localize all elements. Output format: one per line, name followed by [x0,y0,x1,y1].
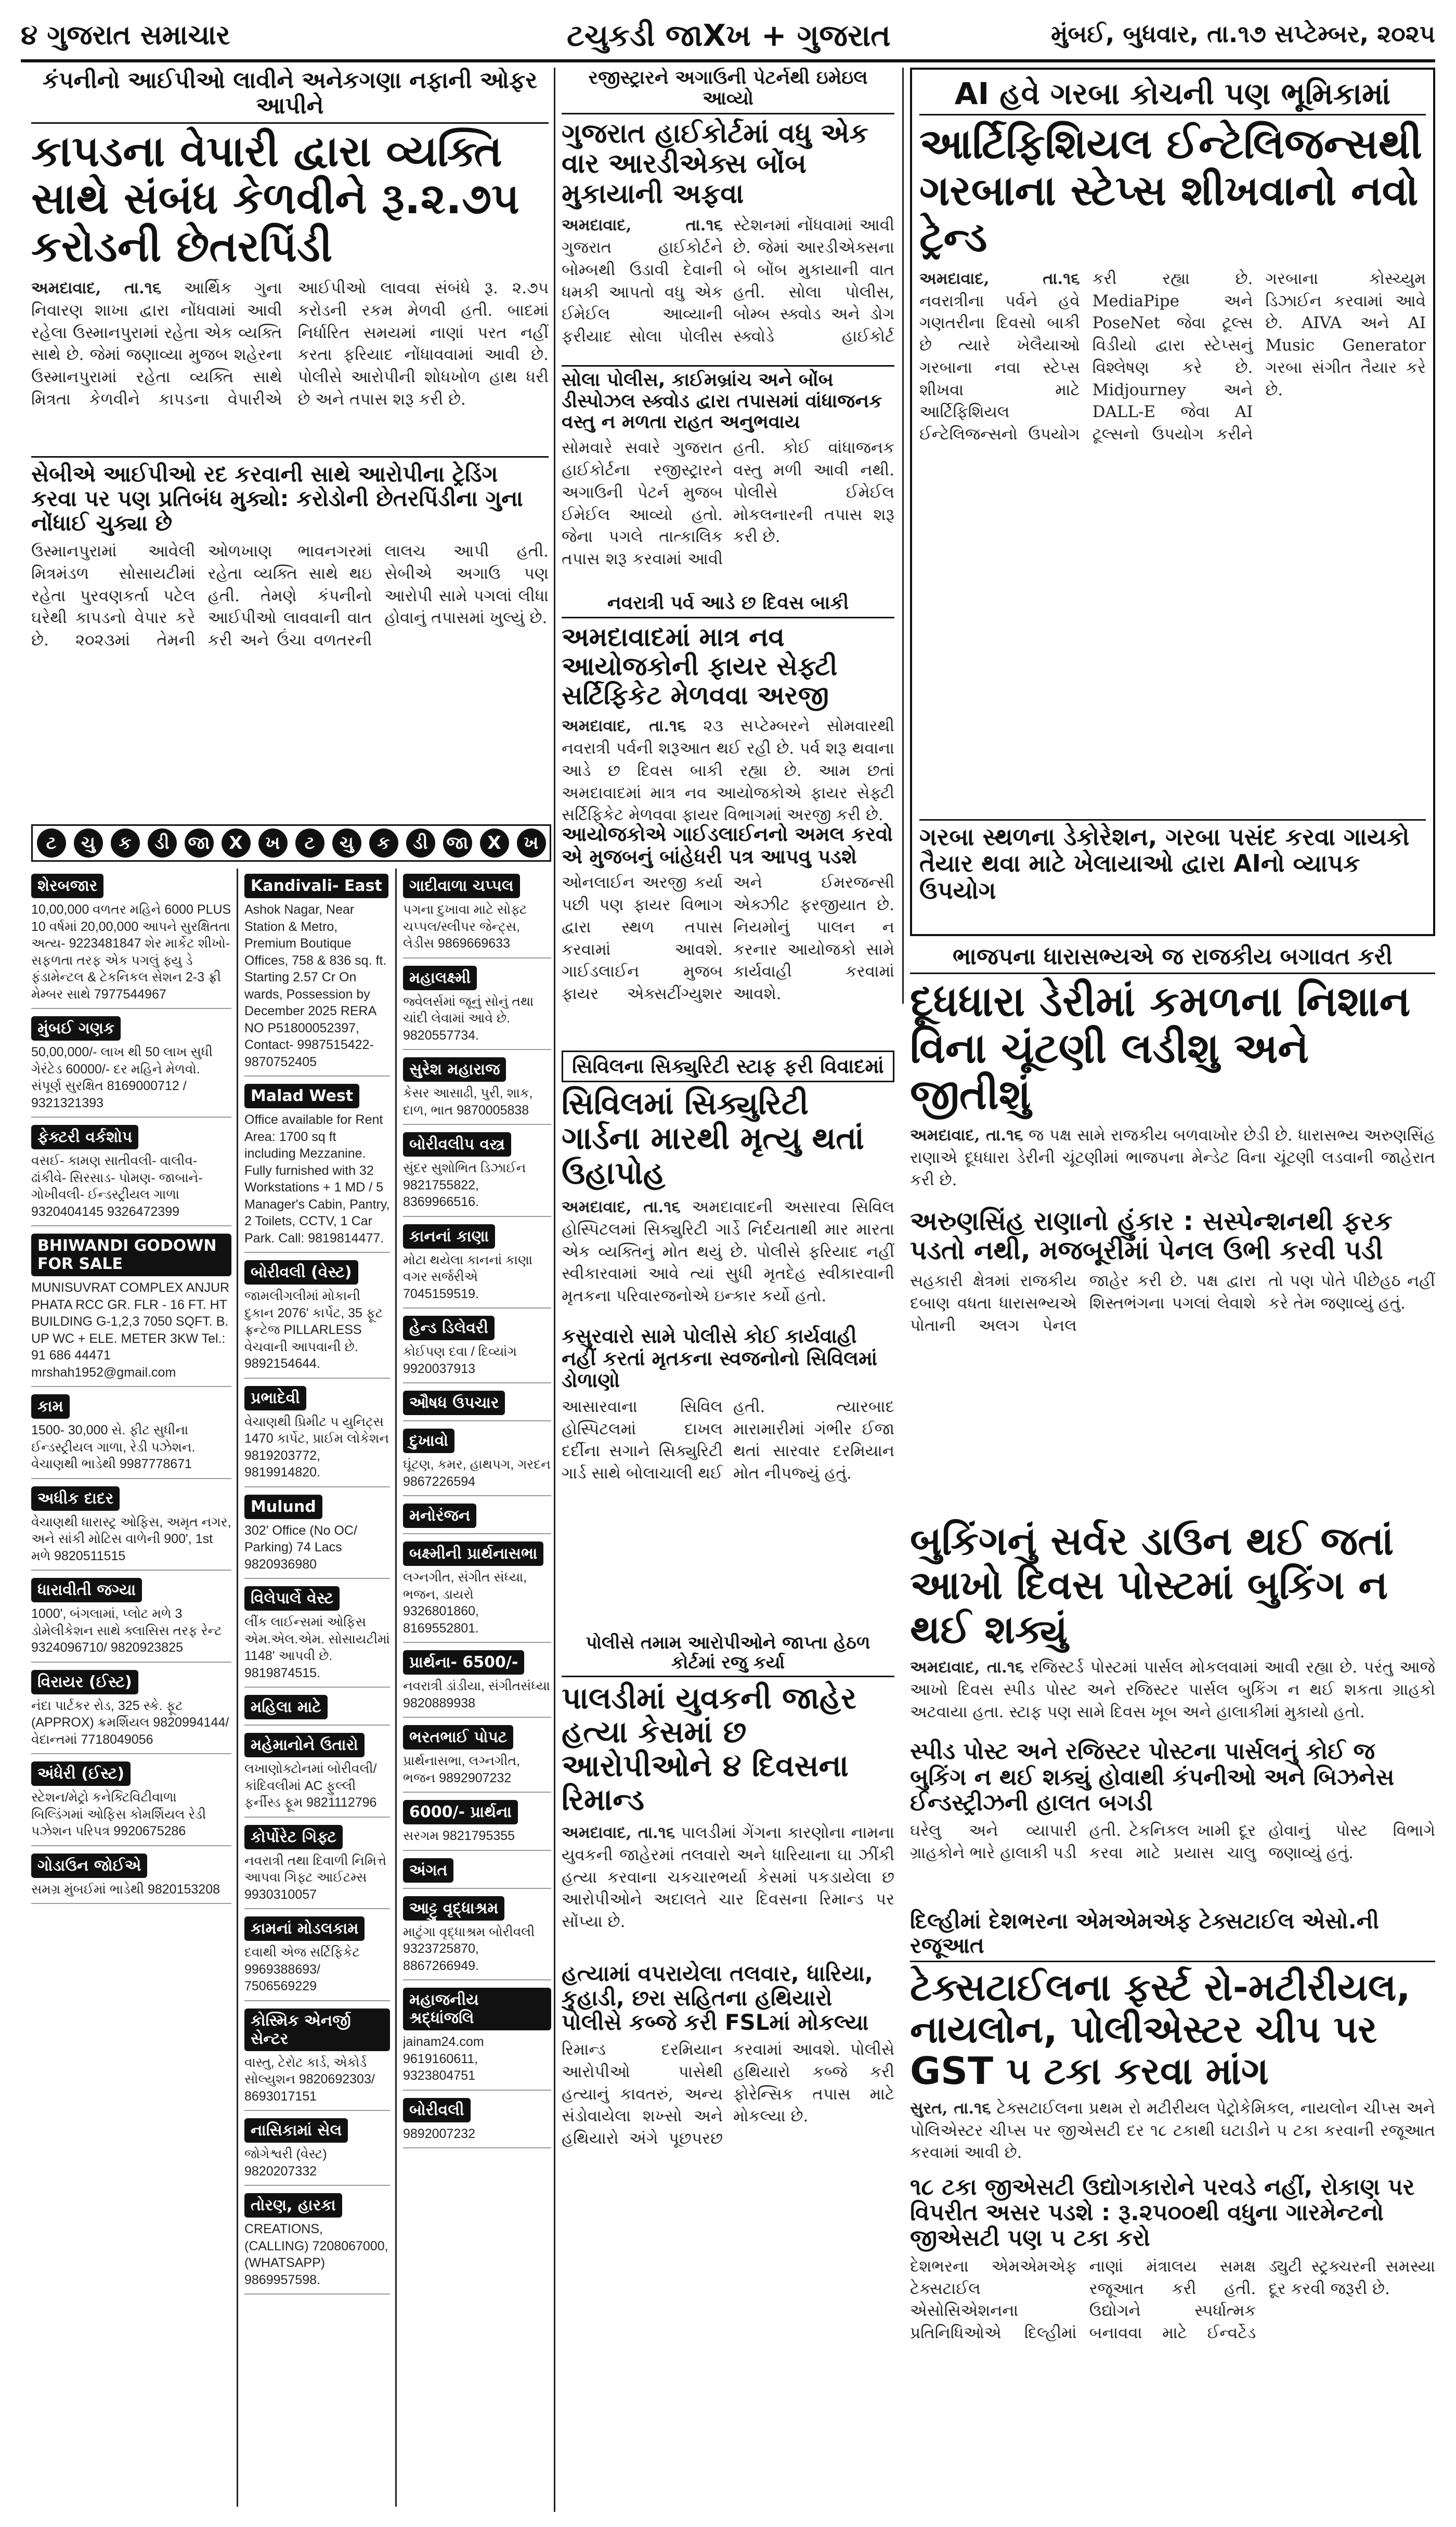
classified-ad [244,2193,390,2295]
column-rule [237,869,238,2507]
story-civil-security-guard [562,1051,894,1628]
story-navratri-fire-safety [562,593,894,1040]
classified-heading: હેન્ડ ડિલેવરી [403,1316,495,1340]
story-kicker: કંપનીનો આઈપીઓ લાવીને અનેકગણા નફાની ઓફર આપીને [31,68,549,124]
classified-text: jainam24.com 9619160611, 9323804751 [403,2034,484,2083]
classified-text: નંદા પાર્ટકર રોડ, 325 સ્કે. ફૂટ (APPROX) ક્રમર્શિયલ 9820994144/ વેદાન્તમાં 7718049056 [31,1698,229,1747]
story-body: અમદાવાદ, તા.૧૬ નવરાત્રીના પર્વને હવે ગણતરીના દિવસો બાકી છે ત્યારે ખેલૈયાઓ ગરબાના નવા સ્ટેપ્સ શીખવા માટે આર્ટિફિશિયલ ઈન્ટેલિજન્સનો ઉપયોગ કરી રહ્યા છે. MediaPipe અને PoseNet જેવા ટૂલ્સ વિડીયો દ્વારા સ્ટેપ્સનું વિશ્લેષણ કરે છે. Midjourney અને DALL-E જેવા AI ટૂલ્સનો ઉપયોગ કરીને ગરબાના કોસ્ચ્યુમ ડિઝાઈન કરવામાં આવે છે. AIVA અને AI Music Generator ગરબા સંગીત તૈયાર કરે છે. [919,269,1426,444]
classified-ad [244,1586,390,1688]
story-body: સુરત, તા.૧૬ ટેક્સટાઈલના પ્રથમ રો મટીરીયલ પેટ્રોકેમિકલ, નાયલોન ચીપ્સ અને પોલિએસ્ટર ચીપ્સ પર જીએસટી દર ૧૮ ટકાથી ઘટાડીને ૫ ટકા કરવાની રજૂઆત કરવામાં આવી છે. [910,2098,1435,2162]
classified-ad [244,1495,390,1579]
story-headline: ટેક્સટાઈલના ફર્સ્ટ રો-મટીરીયલ, નાયલોન, પોલીએસ્ટર ચીપ પર GST ૫ ટકા કરવા માંગ [910,1965,1411,2093]
story-kicker: સિવિલના સિક્યુરિટી સ્ટાફ ફરી વિવાદમાં [562,1051,894,1082]
story-subhead: આયોજકોએ ગાઈડલાઈનનો અમલ કરવો એ મુજબનું બાંહેધરી પત્ર આપવુ પડશે [562,823,893,868]
classified-text: 1000', બંગલામાં, પ્લોટ મળે 3 ડોમેલીકેશન સાથે ક્લાસિસ તરફ રેન્ટ 9324096710/ 9820923825 [31,1606,222,1655]
classified-heading: અંગત [403,1858,453,1883]
story-high-court-bomb-hoax [562,68,894,588]
story-headline: ગુજરાત હાઈકોર્ટમાં વધુ એક વાર આરડીએક્સ બોંબ મુકાયાની અફવા [562,118,869,210]
classified-text: લીંક લાઈન્સમાં ઓફિસ એમ.એલ.એમ. સોસાયટીમાં 1148' આપવી છે. 9819874515. [244,1615,390,1680]
classified-text: 10,00,000 વળતર મહિને 6000 PLUS 10 વર્ષમાં 20,00,000 આપને સુરક્ષિતતા અત્ય- 9223481847 શેર માર્કેટ શીખો- સફળતા તરફ એક પગલું ફ્યુ ડે ફંડામેન્ટલ & ટેકનિકલ સેશન 2-3 ફ્રી મેમ્બર સાથે 7977544967 [31,902,231,1002]
classified-text: કોઈપણ દવા / દિવ્યાંગ 9920037913 [403,1344,517,1376]
classified-text: જામલીગલીમાં મોકાની દુકાન 2076' કાર્પેટ, 35 ફૂટ ફ્રન્ટેજ PILLARLESS વેચવાની આપવાની છે. 9892154644. [244,1289,383,1371]
classified-ad [403,2098,551,2149]
classified-heading: કામ [31,1394,70,1419]
classified-ad [31,1486,231,1571]
story-headline: આર્ટિફિશિયલ ઈન્ટેલિજન્સથી ગરબાના સ્ટેપ્સ શીખવાનો નવો ટ્રેન્ડ [919,119,1422,262]
classified-ad [403,966,551,1051]
classified-text: જ્વેલર્સમાં જૂનું સોનું તથા ચાંદી લેવામાં આવે છે. 9820557734. [403,994,534,1043]
ticker-glyph: ટ [295,828,324,858]
classified-text: સરગમ 9821795355 [403,1829,515,1843]
story-body: અમદાવાદ, તા.૧૬ અમદાવાદની અસારવા સિવિલ હોસ્પિટલમાં સિક્યુરિટી ગાર્ડે નિર્દયતાથી માર મારતા એક વ્યક્તિનું મોત થયું છે. પોલીસે ફરિયાદ નહીં સ્વીકારવામાં આવે ત્યાં સુધી મૃતદેહ સ્વીકારવાની મૃતકના પરિવારજનોએ ઇન્કાર કર્યો હતો. [562,1198,894,1306]
ticker-glyph: ચુ [332,828,361,858]
classified-heading: BHIWANDI GODOWN FOR SALE [31,1234,231,1276]
story-body: અમદાવાદ, તા.૧૬ ૨૩ સપ્ટેમ્બરને સોમવારથી નવરાત્રી પર્વની શરૂઆત થઈ રહી છે. પર્વ શરૂ થવાના આડે છ દિવસ બાકી રહ્યા છે. આમ છતાં અમદાવાદમાં માત્ર નવ આયોજકોએ ફાયર સેફ્ટી સર્ટિફિકેટ મેળવવા ફાયર વિભાગમાં અરજી કરી છે. [562,717,894,825]
classified-ad [31,874,231,1009]
classified-heading: Kandivali- East [244,874,388,898]
story-subhead: ગરબા સ્થળના ડેકોરેશન, ગરબા પસંદ કરવા ગાયકો તૈયાર થવા માટે ખેલાયાઓ દ્વારા AIનો વ્યાપક ઉપયોગ [919,819,1426,904]
column-rule [554,68,555,2512]
classified-ad [31,1761,231,1846]
classified-text: વેચાણથી ધારાસ્ટ્ર ઓફિસ, અમૃત નગર, અને સાંકી મોટિસ વાળેની 900', 1st મળે 9820511515 [31,1514,231,1563]
classified-ad [403,1391,551,1421]
classified-text: પ્રાર્થનાસભા, લગ્નગીત, ભજન 9892907232 [403,1754,520,1785]
classified-ad [244,1695,390,1726]
classified-ad [403,1057,551,1125]
classified-heading: Malad West [244,1084,359,1108]
classified-text: મોટા થયેલા કાનનાં કાણા વગર સર્જરીએ 7045159519. [403,1252,532,1301]
page-number-paper-name: ૪ ગુજરાત સમાચાર [21,20,230,51]
story-kicker: પોલીસે તમામ આરોપીઓને જાપ્તા હેઠળ કોર્ટમાં રજુ કર્યા [562,1633,894,1677]
story-kicker: નવરાત્રી પર્વ આડે છ દિવસ બાકી [562,593,894,618]
classifieds-column-1 [31,874,231,2517]
classified-ad [31,1578,231,1663]
classified-heading: શેરબજાર [31,874,103,898]
classified-heading: બોરીવલી [403,2098,471,2122]
classified-heading: અધીક દાદર [31,1486,120,1511]
story-body: અમદાવાદ, તા.૧૬ રજિસ્ટર્ડ પોસ્ટમાં પાર્સલ મોકલવામાં આવી રહ્યા છે. પરંતુ આજે આખો દિવસ સ્પીડ પોસ્ટ અને રજિસ્ટર પાર્સલ બુકિંગ ન થઈ શકતા ગ્રાહકો અટવાયા હતા. સ્ટાફ પણ સામે દિવસ ખૂબ અને હાલાકીમાં મુકાયો હતો. [910,1658,1435,1721]
classified-ad [403,1132,551,1217]
classified-ad [31,1234,231,1387]
classified-heading: મહિલા માટે [244,1695,328,1719]
story-body-continued: ઓનલાઈન અરજી કર્યા પછી પણ ફાયર વિભાગ દ્વારા સ્થળ તપાસ કરવામાં આવશે. ગાઈડલાઈન મુજબ ફાયર એક્સટીંગ્યુશર અને ઈમરજન્સી એક્ઝીટ ફરજીયાત છે. નિયમોનું પાલન ન કરનાર આયોજકો સામે કાર્યવાહી કરવામાં આવશે. [562,873,894,1004]
classified-heading: 6000/- પ્રાર્થના [403,1800,518,1824]
ticker-glyph: ટ [37,828,66,858]
story-body-continued: ઉસ્માનપુરામાં આવેલી મિત્રમંડળ સોસાયટીમાં રહેતા પુરવણકર્તા પટેલ ઘરેથી કાપડનો વેપાર કરે છે. ૨૦૨૩માં તેમની ઓળખાણ ભાવનગરમાં રહેતા વ્યક્તિ સાથે થઇ હતી. તેમણે કંપનીનો આઈપીઓ લાવવાની વાત કરી અને ઉંચા વળતરની લાલચ આપી હતી. સેબીએ અગાઉ પણ આરોપી સામે પગલાં લીધા હોવાનું તપાસમાં ખુલ્યું છે. [31,542,549,650]
story-body: અમદાવાદ, તા.૧૬ આર્થિક ગુના નિવારણ શાખા દ્વારા નોંધવામાં આવી રહેલા ઉસ્માનપુરામાં રહેતા એક વ્યક્તિ સાથે છે. જેમાં જણાવ્યા મુજબ શહેરના ઉસ્માનપુરામાં રહેતા વ્યક્તિ સાથે મિત્રતા કેળવીને કાપડના વેપારીએ આઈપીઓ લાવવા સંબંધે રૂ. ૨.૭૫ કરોડની રકમ મેળવી હતી. બાદમાં નિર્ધારિત સમયમાં નાણાં પરત નહીં કરતા ફરિયાદ નોંધાવવામાં આવી છે. પોલીસે આરોપીની શોધખોળ હાથ ધરી છે અને તપાસ શરૂ કરી છે. [31,279,549,409]
story-subhead: કસુરવારો સામે પોલીસે કોઈ કાર્યવાહી નહીં કરતાં મૃતકના સ્વજનોનો સિવિલમાં ડોળાણો [562,1325,878,1392]
classified-heading: દુખાવો [403,1429,454,1453]
story-dudhdhara-dairy [910,944,1435,1511]
story-ai-garba [910,68,1435,936]
story-body-continued: સોમવારે સવારે ગુજરાત હાઈકોર્ટના રજીસ્ટ્રારને અગાઉની પેટર્ન મુજબ ઈમેઈલ આવ્યો હતો. જેના પગલે તાત્કાલિક તપાસ શરૂ કરવામાં આવી હતી. કોઈ વાંધાજનક વસ્તુ મળી આવી નથી. પોલીસે ઈમેઈલ મોકલનારની તપાસ શરૂ કરી છે. [562,438,894,569]
classified-ad [244,874,390,1077]
classified-ad [403,1725,551,1793]
classified-text: વેચાણથી પ્રિમીટ ૫ યુનિટ્સ 1470 કાર્પેટ, પ્રાઈમ લોકેશન 9819203772, 9819914820. [244,1414,389,1480]
story-kicker: દિલ્હીમાં દેશભરના એમએમએફ ટેક્સટાઈલ એસો.ની રજૂઆત [910,1909,1435,1962]
classified-text: 9892007232 [403,2126,476,2141]
story-ipo-fraud [31,68,549,817]
classified-heading: સુરેશ મહારાજ [403,1057,506,1082]
classified-ad [244,2118,390,2186]
story-subhead: સેબીએ આઈપીઓ રદ કરવાની સાથે આરોપીના ટ્રેડિંગ કરવા પર પણ પ્રતિબંધ મુક્યો: કરોડોની છેતરપિંડીના ગુના નોંધાઈ ચુક્યા છે [31,456,549,535]
story-body: અમદાવાદ, તા.૧૬ ગુજરાત હાઈકોર્ટને બોમ્બથી ઉડાવી દેવાની ધમકી આપતો વધુ એક ઈમેઈલ આવ્યાની ફરીયાદ સોલા પોલીસ સ્ટેશનમાં નોંધવામાં આવી છે. જેમાં આરડીએક્સના બે બોંબ મુકાયાની વાત હતી. સોલા પોલીસ, બોમ્બ સ્ક્વોડ અને ડોગ સ્ક્વોડે હાઈકોર્ટ [562,216,894,346]
classified-text: નવરાત્રી તથા દિવાળી નિમિત્તે આપવા ગિફ્ટ આઈટમ્સ 9930310057 [244,1853,387,1902]
classified-text: કેસર આસાઢી, પુરી, શાક, દાળ, ભાત 9870005838 [403,1086,533,1118]
classified-text: સ્ટેશન/મેટ્રો કનેક્ટિવિટીવાળા બિલ્ડિંગમાં ઓફિસ કોમર્શિયલ રેડી પઝેશન પરિપત્ર 9920675286 [31,1790,206,1838]
classified-ad [403,1224,551,1309]
classified-text: ઘૂંટણ, કમર, હાથપગ, ગરદન 9867226594 [403,1457,551,1489]
classified-heading: વિલેપાર્લે વેસ્ટ [244,1586,340,1611]
story-subhead: ૧૮ ટકા જીએસટી ઉદ્યોગકારોને પરવડે નહીં, રોકાણ પર વિપરીત અસર પડશે : રૂ.૨૫૦૦થી વધુના ગારમેન્ટનો જીએસટી પણ ૫ ટકા કરો [910,2173,1415,2252]
story-headline: સિવિલમાં સિક્યુરિટી ગાર્ડના મારથી મૃત્યુ થતાં ઉહાપોહ [562,1085,864,1191]
story-headline: બુકિંગનું સર્વર ડાઉન થઈ જતાં આખો દિવસ પોસ્ટમાં બુકિંગ ન થઈ શક્યું [910,1519,1394,1653]
column-rule [395,869,397,2507]
classified-ad [403,1988,551,2091]
classified-text: 302' Office (No OC/ Parking) 74 Lacs 9820936980 [244,1523,357,1572]
ticker-glyph: ક [369,828,398,858]
story-kicker: રજીસ્ટ્રારને અગાઉની પેટર્નથી ઇમેઇલ આવ્યો [562,68,894,114]
ticker-glyph: ડી [406,828,435,858]
classified-ad [403,1650,551,1718]
story-body-continued: ઘરેલુ અને વ્યાપારી ગ્રાહકોને ભારે હાલાકી પડી હતી. ટેકનિકલ ખામી દૂર કરવા માટે પ્રયાસ ચાલુ હોવાનું પોસ્ટ વિભાગે જણાવ્યું હતું. [910,1821,1435,1862]
classified-text: નવરાત્રી ડાંડીયા, સંગીતસંધ્યા 9820889938 [403,1679,550,1710]
ticker-glyph: ક [111,828,140,858]
classified-text: Office available for Rent Area: 1700 sq ft including Mezzanine. Fully furnished with 32 Workstations + 1 MD / 5 Manager's Cabin, Pantry, 2 Toilets, CCTV, 1 Car Park. Call: 9819814477. [244,1112,390,1246]
classified-text: Ashok Nagar, Near Station & Metro, Premium Boutique Offices, 758 & 836 sq. ft. Starting 2.57 Cr On wards, Possession by December 2025 RERA NO P51800052397, Contact- 9987515422- 9870752405 [244,902,387,1069]
classified-text: જોગેશ્વરી (વેસ્ટ) 9820207332 [244,2147,327,2179]
story-headline: અમદાવાદમાં માત્ર નવ આયોજકોની ફાયર સેફ્ટી સર્ટિફિકેટ મેળવવા અરજી [562,622,838,711]
story-kicker: AI હવે ગરબા કોચની પણ ભૂમિકામાં [919,77,1426,115]
classified-heading: ગાદીવાળા ચપ્પલ [403,874,520,898]
classified-ad [403,1504,551,1534]
classified-heading: કોર્પોરેટ ગિફ્ટ [244,1825,343,1849]
classified-heading: કામનાં મોડલકામ [244,1916,365,1941]
story-body: અમદાવાદ, તા.૧૬ પાલડીમાં ગેંગના કારણોના નામના યુવકની જાહેરમાં તલવારો અને ધારિયાના ઘા ઝીંકી હત્યા કરવાના ચકચારભર્યા કેસમાં પકડાયેલા છ આરોપીઓને અદાલતે ચાર દિવસના રિમાન્ડ પર સોંપ્યા છે. [562,1823,894,1932]
masthead [21,10,1435,62]
story-kicker: ભાજપના ધારાસભ્યએ જ રાજકીય બગાવત કરી [910,944,1435,974]
classified-text: વાસ્તુ, ટેરોટ કાર્ડ, એકોર્ડ સોલ્યુશન 9820692303/ 8693017151 [244,2055,375,2104]
story-headline: પાલડીમાં યુવકની જાહેર હત્યા કેસમાં છ આરોપીઓને ૪ દિવસના રિમાન્ડ [562,1680,856,1818]
classified-heading: પ્રભાદેવી [244,1386,306,1410]
classified-ad [403,1541,551,1643]
ticker-glyph: ખ [258,828,288,858]
classified-ad [244,1916,390,2001]
classified-ad [403,1800,551,1851]
classified-ad [31,1854,231,1904]
story-body: અમદાવાદ, તા.૧૬ જ પક્ષ સામે રાજકીય બળવાખોર છેડી છે. ધારાસભ્ય અરુણસિંહ રાણાએ દૂધધારા ડેરીની ચૂંટણીમાં ભાજપના મેન્ડેટ વિના ચૂંટણી લડવાની જાહેરાત કરી છે. [910,1126,1435,1189]
classified-text: સમગ્ર મુંબઈમાં ભાડેથી 9820153208 [31,1882,220,1897]
classified-heading: મુંબઈ ગણક [31,1016,121,1041]
classified-ad [31,1016,231,1118]
section-title: ટચુકડી જાXખ + ગુજરાત [567,18,891,53]
classified-text: માટુંગા વૃદ્ધાશ્રમ બોરીવલી 9323725870, 8867266949. [403,1924,535,1973]
classified-text: પગના દુખાવા માટે સોફ્ટ ચપ્પલ/સ્લીપર જેન્ટ્સ, લેડીસ 9869669633 [403,902,527,951]
classified-heading: નાસિકામાં સેલ [244,2118,348,2143]
story-subhead: હત્યામાં વપરાયેલા તલવાર, ધારિયા, કુહાડી, છરા સહિતના હથિયારો પોલીસે કબ્જે કરી FSLમાં મોકલ્યા [562,1960,873,2036]
classified-heading: બક્ષ્મીની પ્રાર્થનાસભા [403,1541,543,1566]
classified-ad [31,1125,231,1226]
classified-ad [403,1429,551,1496]
story-subhead: સોલા પોલીસ, કાઈમબ્રાંચ અને બોંબ ડીસ્પોઝલ સ્ક્વોડ દ્વારા તપાસમાં વાંધાજનક વસ્તુ ન મળતા રાહત અનુભવાય [562,365,894,433]
ticker-glyph: X [480,828,509,858]
classified-ad [244,1733,390,1818]
classified-heading: ઔષધ ઉપચાર [403,1391,505,1415]
classifieds-ticker [31,824,551,862]
classified-ad [31,1670,231,1755]
story-headline: દૂધધારા ડેરીમાં કમળના નિશાન વિના ચૂંટણી લડીશુ અને જીતીશું [910,977,1411,1119]
classified-ad [244,1084,390,1253]
classified-ad [403,874,551,958]
column-rule [902,68,904,1004]
classifieds-column-2 [244,874,390,2517]
classified-ad [244,1825,390,1910]
classified-text: લગ્નગીત, સંગીત સંધ્યા, ભજન, ડાયરો 9326801860, 8169552801. [403,1570,527,1636]
ticker-glyph: ખ [517,828,546,858]
story-body-continued: સહકારી ક્ષેત્રમાં રાજકીય દબાણ વધતા ધારાસભ્યએ પોતાની અલગ પેનલ જાહેર કરી છે. પક્ષ દ્વારા શિસ્તભંગના પગલાં લેવાશે તો પણ પોતે પીછેહઠ નહીં કરે તેમ જણાવ્યું હતું. [910,1272,1435,1335]
classified-heading: ફેક્ટરી વર્કશોપ [31,1125,138,1149]
classified-heading: મહાલક્ષ્મી [403,966,477,990]
issue-date: મુંબઈ, બુધવાર, તા.૧૭ સપ્ટેમ્બર, ૨૦૨૫ [1050,20,1435,48]
classified-heading: ભરતભાઈ પોપટ [403,1725,513,1750]
classified-heading: મહાજનીય શ્રદ્ધાંજલિ [403,1988,551,2030]
classified-heading: Mulund [244,1495,322,1519]
ticker-glyph: ડી [148,828,177,858]
ticker-glyph: ચુ [74,828,103,858]
ticker-glyph: X [222,828,251,858]
classified-text: 50,00,000/- લાખ થી 50 લાખ સુધી ગેરંટેડ 60000/- દર મહિને મેળવો. સંપૂર્ણ સુરક્ષિત 8169000712 / 9321321393 [31,1045,213,1110]
classified-text: લખાણોક્ટોનમાં બોરીવલી/ કાંદિવલીમાં AC ફુલ્લી ફર્નીસ્ડ ફૂમ 9821112796 [244,1761,377,1810]
classified-heading: અંધેરી (ઈસ્ટ) [31,1761,131,1786]
story-post-server-down [910,1519,1435,1903]
classified-heading: મહેમાનોને ઉતારો [244,1733,365,1757]
classified-ad [403,1896,551,1981]
classified-ad [244,1386,390,1487]
classified-text: સુંદર સુશોભિત ડિઝાઈન 9821755822, 8369966516. [403,1161,526,1209]
classifieds-column-3 [403,874,551,2517]
classified-heading: પ્રાર્થના- 6500/- [403,1650,524,1675]
classified-text: દવાથી એજ સર્ટિફિકેટ 9969388693/ 7506569229 [244,1945,360,1993]
classified-text: 1500- 30,000 સે. ફીટ સુધીના ઈન્ડસ્ટ્રીયલ ગાળા, રેડી પઝેશન. વેચાણથી ભાડેથી 9987778671 [31,1423,196,1471]
classified-ad [403,1316,551,1383]
classified-heading: કાનનાં કાણા [403,1224,495,1249]
classified-text: CREATIONS, (CALLING) 7208067000, (WHATSAPP) 9869957598. [244,2222,388,2287]
classified-text: MUNISUVRAT COMPLEX ANJUR PHATA RCC GR. FLR - 16 FT. HT BUILDING G-1,2,3 7050 SQFT. B. UP WC + ELE. METER 3KW Tel.: 91 686 44471 mrshah1952@gmail.com [31,1280,230,1380]
ticker-glyph: જા [443,828,472,858]
classified-heading: બોરીવલીપ વસ્ત્ર [403,1132,511,1157]
classified-ad [244,2008,390,2111]
ticker-glyph: જા [185,828,214,858]
classified-heading: બોરીવલી (વેસ્ટ) [244,1260,358,1285]
classified-heading: વિરાયર (ઈસ્ટ) [31,1670,138,1694]
classified-text: વસઈ- કામણ સાતીવલી- વાલીવ- ઢાંકીવે- સિરસાડ- પોમણ- જાબાને- ગોખીવલી- ઈન્ડસ્ટ્રીયલ ગાળા 9320404145 9326472399 [31,1154,203,1219]
story-subhead: અરુણસિંહ રાણાનો હુંકાર : સસ્પેન્શનથી ફરક પડતો નથી, મજબૂરીમાં પેનલ ઉભી કરવી પડી [910,1206,1393,1266]
classified-ad [31,1394,231,1479]
classified-heading: તોરણ, હારકા [244,2193,342,2218]
classified-heading: કોસ્મિક એનર્જી સેન્ટર [244,2008,390,2051]
classified-heading: ધારાવીતી જગ્યા [31,1578,142,1602]
story-subhead: સ્પીડ પોસ્ટ અને રજિસ્ટર પોસ્ટના પાર્સલનું કોઈ જ બુકિંગ ન થઈ શક્યું હોવાથી કંપનીઓ અને બિઝનેસ ઈન્ડસ્ટ્રીઝની હાલત બગડી [910,1738,1395,1816]
classified-ad [403,1858,551,1889]
classified-heading: આટ્ટુ વૃદ્ધાશ્રમ [403,1896,504,1921]
story-body-continued: આસારવાના સિવિલ હોસ્પિટલમાં દાખલ દર્દીના સગાને સિક્યુરિટી ગાર્ડ સાથે બોલાચાલી થઈ હતી. ત્યારબાદ મારામારીમાં ગંભીર ઈજા થતાં સારવાર દરમિયાન મોત નીપજ્યું હતું. [562,1397,894,1483]
story-body-continued: રિમાન્ડ દરમિયાન આરોપીઓ પાસેથી હત્યાનું કાવતરું, અન્ય સંડોવાયેલા શખ્સો અને હથિયારો અંગે પૂછપરછ કરવામાં આવશે. પોલીસે હથિયારો કબ્જે કરી ફોરેન્સિક તપાસ માટે મોકલ્યા છે. [562,2040,894,2148]
story-headline: કાપડના વેપારી દ્વારા વ્યક્તિ સાથે સંબંધ કેળવીને રૂ.૨.૭૫ કરોડની છેતરપિંડી [31,126,519,272]
classified-heading: ગોડાઉન જોઈએ [31,1854,147,1878]
classified-ad [244,1260,390,1379]
story-textile-gst [910,1909,1435,2517]
story-paldi-murder [562,1633,894,2517]
story-body-continued: દેશભરના એમએમએફ ટેક્સટાઈલ એસોસિએશનના પ્રતિનિધિઓએ દિલ્હીમાં નાણાં મંત્રાલય સમક્ષ રજૂઆત કરી હતી. ઉદ્યોગને સ્પર્ધાત્મક બનાવવા માટે ઈન્વર્ટેડ ડ્યુટી સ્ટ્રક્ચરની સમસ્યા દૂર કરવી જરૂરી છે. [910,2257,1435,2343]
classified-heading: મનોરંજન [403,1504,476,1528]
